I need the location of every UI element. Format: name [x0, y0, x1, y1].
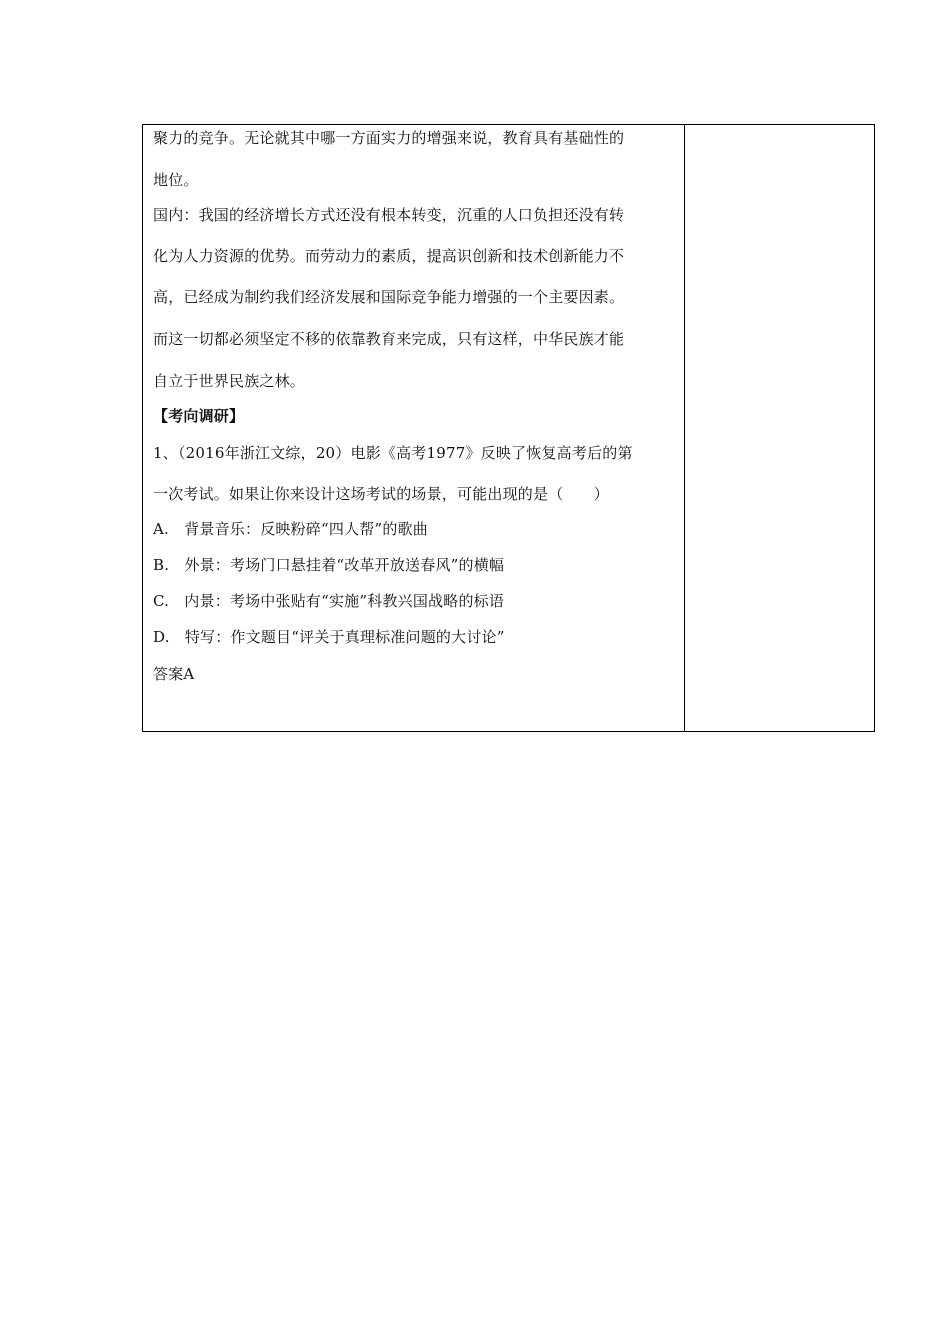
paragraph-line-7: 自立于世界民族之林。	[153, 372, 306, 390]
option-c: C. 内景：考场中张贴有“实施”科教兴国战略的标语	[153, 592, 505, 610]
paragraph-line-6: 而这一切都必须坚定不移的依靠教育来完成，只有这样，中华民族才能	[153, 330, 625, 348]
paragraph-line-2: 地位。	[153, 171, 199, 189]
paragraph-line-3: 国内：我国的经济增长方式还没有根本转变，沉重的人口负担还没有转	[153, 206, 625, 224]
side-empty-cell	[685, 125, 874, 731]
paragraph-line-4: 化为人力资源的优势。而劳动力的素质，提高识创新和技术创新能力不	[153, 247, 625, 265]
main-content-cell	[143, 125, 685, 731]
option-a: A. 背景音乐：反映粉碎“四人帮”的歌曲	[153, 520, 428, 538]
question-stem-line-1: 1、（2016年浙江文综，20）电影《高考1977》反映了恢复高考后的第	[153, 444, 633, 462]
paragraph-line-5: 高，已经成为制约我们经济发展和国际竞争能力增强的一个主要因素。	[153, 288, 625, 306]
question-stem-line-2: 一次考试。如果让你来设计这场考试的场景，可能出现的是（ ）	[153, 485, 610, 503]
content-table	[142, 124, 875, 732]
section-heading: 【考向调研】	[153, 407, 245, 425]
paragraph-line-1: 聚力的竞争。无论就其中哪一方面实力的增强来说，教育具有基础性的	[153, 129, 625, 147]
option-b: B. 外景：考场门口悬挂着“改革开放送春风”的横幅	[153, 556, 505, 574]
answer-line: 答案A	[153, 665, 195, 683]
option-d: D. 特写：作文题目“评关于真理标准问题的大讨论”	[153, 628, 505, 646]
